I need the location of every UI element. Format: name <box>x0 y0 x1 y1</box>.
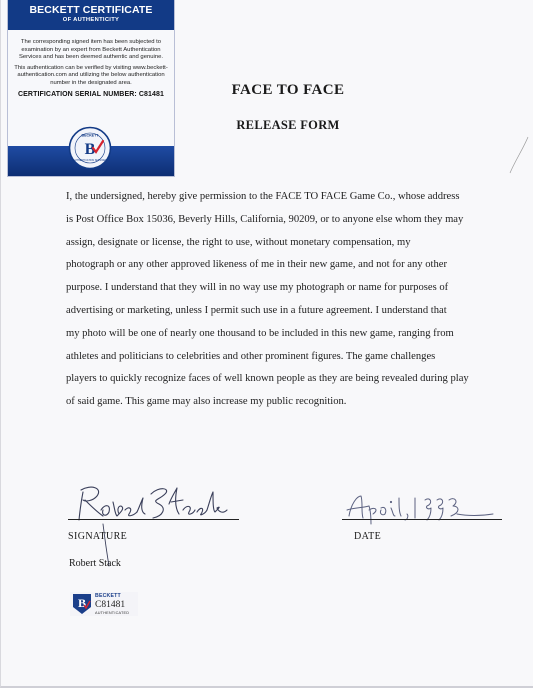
certificate-paragraph-1: The corresponding signed item has been subjected to examination by an expert from Beckett Authentication Services and has been deemed authentic and genuine. <box>18 39 164 61</box>
handwritten-date <box>341 490 501 526</box>
date-line <box>342 519 502 520</box>
small-sticker-brand: BECKETT <box>95 593 121 599</box>
body-line: purpose. I understand that they will in no way use my photograph or name for purposes of <box>66 282 449 294</box>
seal-bottom-text: AUTHENTICATION SERVICES <box>73 159 107 162</box>
printed-name: Robert Stack <box>69 558 121 569</box>
small-sticker-serial: C81481 <box>95 600 126 610</box>
body-line: is Post Office Box 15036, Beverly Hills, California, 90209, or to anyone else whom they may <box>66 213 464 225</box>
small-authentication-sticker <box>70 592 138 616</box>
signature-line <box>68 519 239 520</box>
certificate-body <box>8 30 174 88</box>
signature-label: SIGNATURE <box>68 531 128 542</box>
seal-top-text: BECKETT <box>81 133 99 138</box>
certificate-title: BECKETT CERTIFICATE <box>29 4 153 16</box>
body-line: photograph or any other approved likeness of me in their new game, and not for any other <box>66 259 447 271</box>
document-subtitle: RELEASE FORM <box>236 118 340 132</box>
body-line: my photo will be one of nearly one thousand to be included in this new game, ranging from <box>66 327 454 339</box>
pen-mark-icon <box>501 135 531 177</box>
body-line: assign, designate or license, the right to use, without monetary compensation, my <box>66 236 411 248</box>
certificate-header <box>8 0 174 30</box>
svg-text:B: B <box>77 596 87 610</box>
seal-letter: B <box>84 141 96 158</box>
release-body-text <box>66 186 506 414</box>
certificate-serial-number: CERTIFICATION SERIAL NUMBER: C81481 <box>18 90 164 98</box>
body-line: I, the undersigned, hereby give permission to the FACE TO FACE Game Co., whose address <box>66 191 460 202</box>
date-label: DATE <box>354 531 382 542</box>
small-sticker-text <box>95 593 129 617</box>
body-line: of said game. This game may also increase my public recognition. <box>66 396 347 408</box>
document-title: FACE TO FACE <box>231 82 345 98</box>
body-line: advertising or marketing, unless I permit such use in a future agreement. I understand that <box>66 304 447 316</box>
small-sticker-caption: AUTHENTICATED <box>95 611 130 615</box>
body-line: players to quickly recognize faces of well known people as they are being revealed during play <box>66 373 469 385</box>
handwritten-signature <box>67 480 243 570</box>
beckett-logo-icon <box>72 593 92 615</box>
certificate-paragraph-2: This authentication can be verified by visiting www.beckett-authentication.com and utilizing the below authentication number in the designated area. <box>14 64 168 86</box>
certificate-subtitle: OF AUTHENTICITY <box>62 17 120 23</box>
body-line: athletes and politicians to celebrities and other prominent figures. The game challenges <box>66 350 436 362</box>
